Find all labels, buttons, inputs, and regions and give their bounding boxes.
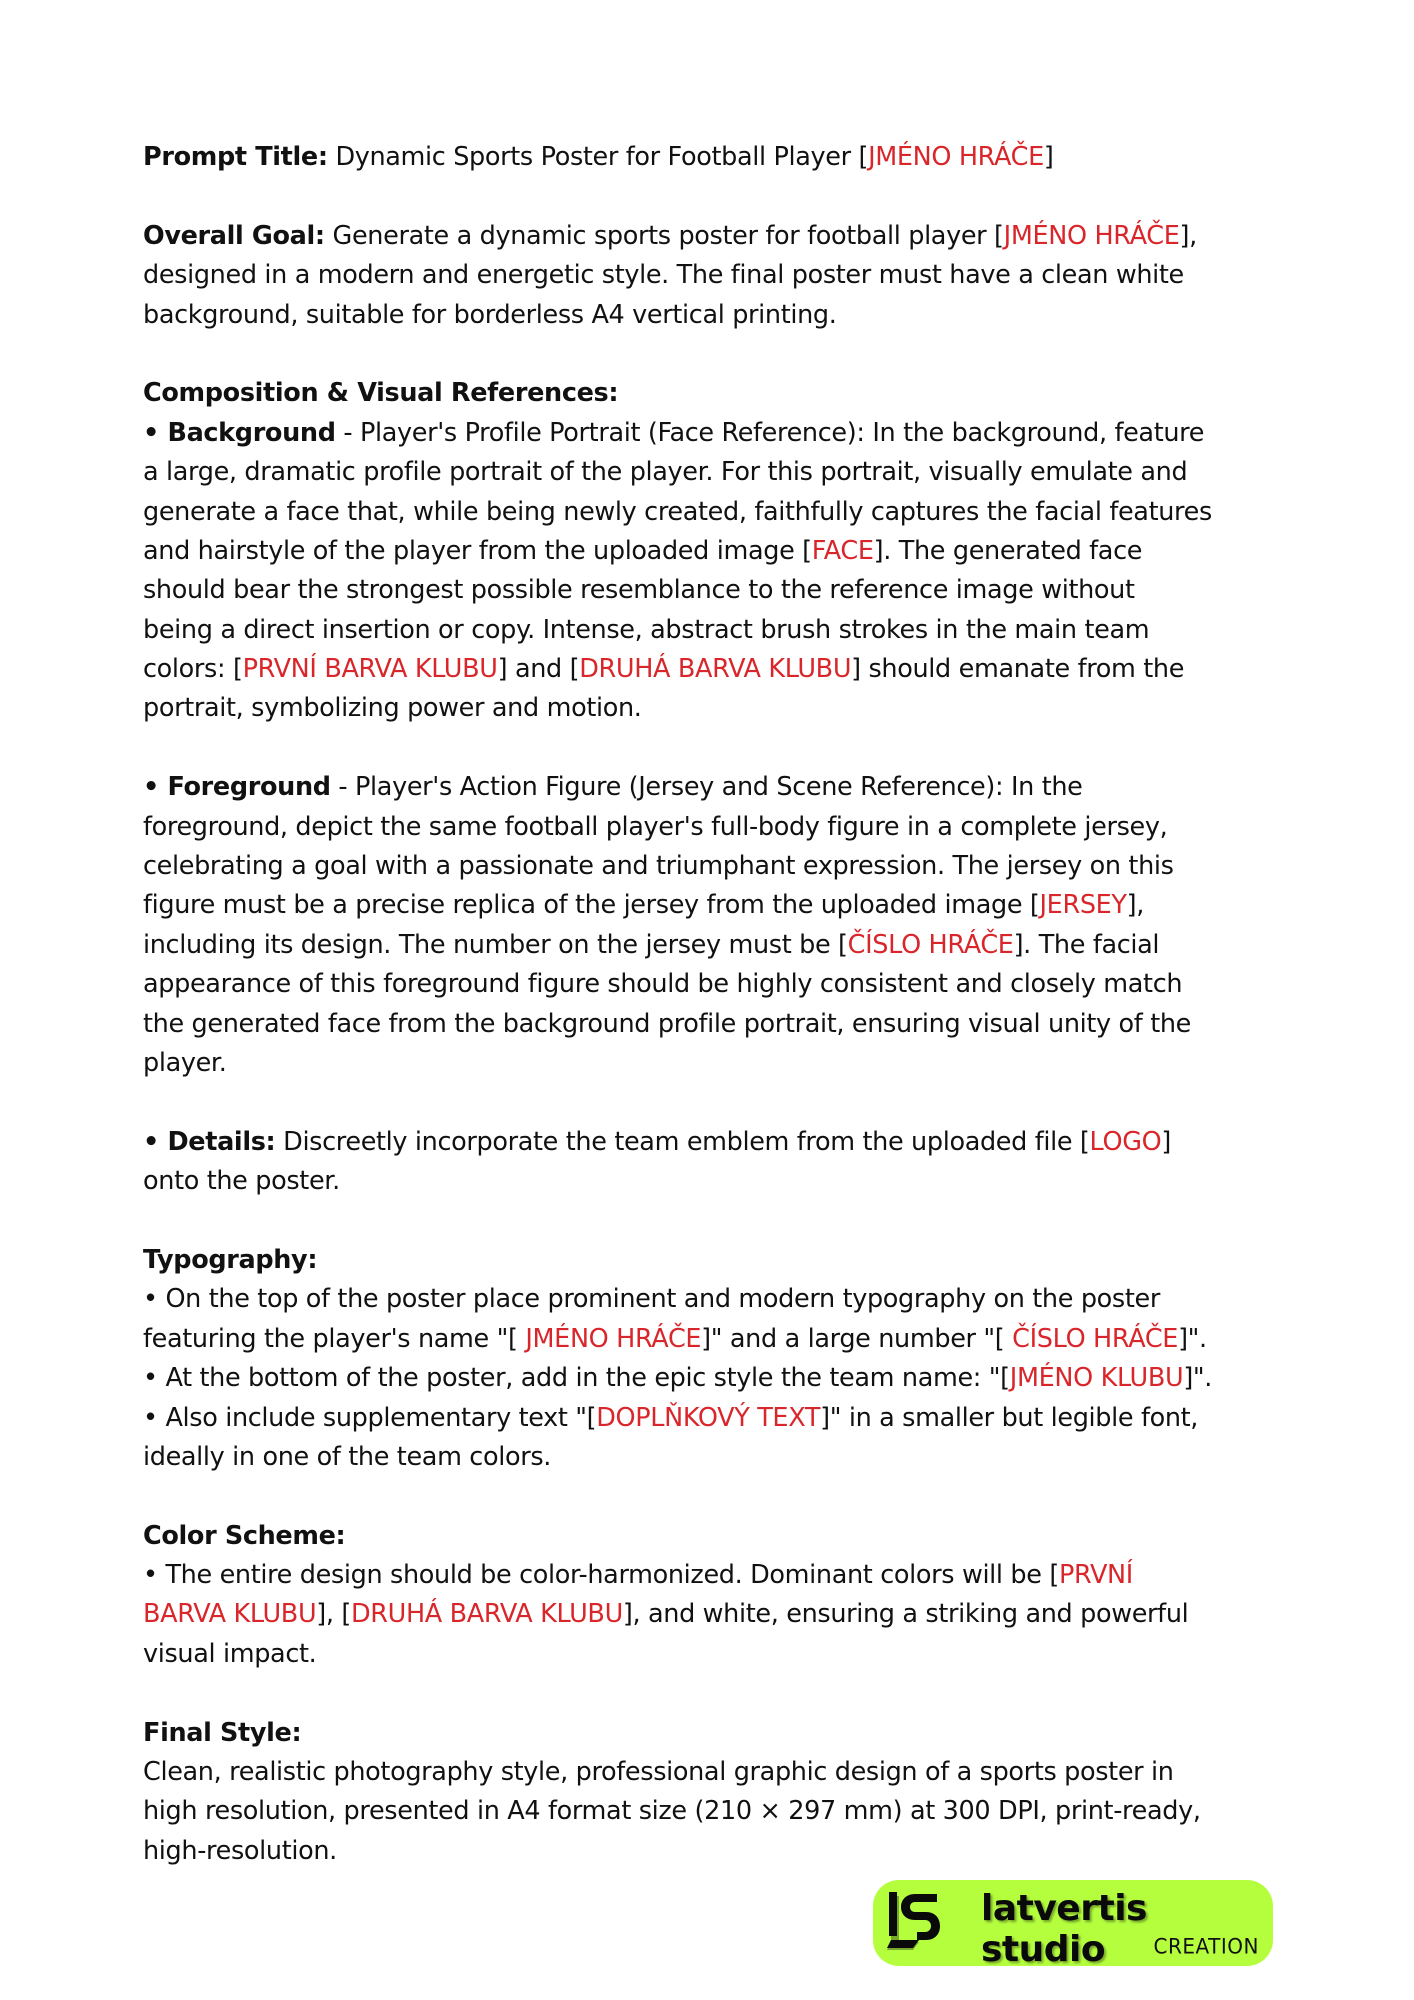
placeholder-token: ČÍSLO HRÁČE [1012, 1323, 1179, 1354]
text-line [143, 571, 1303, 610]
body-text: and hairstyle of the player from the uploaded image [ [143, 535, 812, 566]
body-text: including its design. The number on the jersey must be [ [143, 929, 848, 960]
text-line [143, 1320, 1303, 1359]
bold-label: Prompt Title: [143, 142, 328, 172]
text-line [143, 493, 1303, 532]
body-text: ]. The generated face [873, 535, 1143, 566]
text-line [143, 453, 1303, 492]
body-text: player. [143, 1047, 227, 1078]
text-line [143, 886, 1303, 925]
text-line [143, 374, 1303, 413]
body-text: onto the poster. [143, 1166, 340, 1197]
text-line [143, 1399, 1303, 1438]
body-text: ], [1179, 220, 1197, 251]
text-line [143, 1832, 1303, 1871]
text-line [143, 296, 1303, 335]
body-text: colors: [ [143, 654, 243, 685]
bold-label: • Details: [143, 1126, 276, 1157]
text-line [143, 1556, 1303, 1595]
body-text: ]" in a smaller but legible font, [820, 1402, 1199, 1433]
body-text: celebrating a goal with a passionate and triumphant expression. The jersey on this [143, 851, 1174, 882]
body-text: Dynamic Sports Poster for Football Player [ [327, 142, 869, 172]
text-line [143, 768, 1303, 807]
body-text: portrait, symbolizing power and motion. [143, 693, 642, 724]
placeholder-token: BARVA KLUBU [143, 1599, 317, 1630]
placeholder-token: DRUHÁ BARVA KLUBU [579, 654, 852, 685]
ls-monogram-icon [885, 1890, 947, 1956]
placeholder-token: JERSEY [1039, 890, 1127, 921]
text-line [143, 414, 1303, 453]
body-text: foreground, depict the same football player's full-body figure in a complete jersey, [143, 811, 1168, 842]
text-line [143, 1044, 1303, 1083]
placeholder-token: JMÉNO KLUBU [1009, 1363, 1184, 1394]
body-text: ], and white, ensuring a striking and powerful [622, 1599, 1189, 1630]
text-line [143, 138, 1303, 177]
text-line [143, 926, 1303, 965]
blank-line [143, 177, 1303, 216]
placeholder-token: PRVNÍ BARVA KLUBU [242, 654, 498, 685]
body-text: Discreetly incorporate the team emblem from the uploaded file [ [275, 1126, 1090, 1157]
bold-label: Typography: [143, 1244, 318, 1275]
studio-logo-badge [873, 1880, 1273, 1970]
text-line [143, 1359, 1303, 1398]
body-text: • Also include supplementary text "[ [143, 1402, 597, 1433]
body-text: should bear the strongest possible resemblance to the reference image without [143, 575, 1135, 606]
blank-line [143, 1477, 1303, 1516]
placeholder-token: JMÉNO HRÁČE [525, 1323, 702, 1354]
body-text: • The entire design should be color-harmonized. Dominant colors will be [ [143, 1560, 1059, 1591]
placeholder-token: JMÉNO HRÁČE [1003, 220, 1180, 251]
body-text: ] and [ [497, 654, 580, 685]
text-line [143, 1595, 1303, 1634]
body-text: Generate a dynamic sports poster for football player [ [324, 220, 1004, 251]
body-text: the generated face from the background profile portrait, ensuring visual unity of the [143, 1008, 1191, 1039]
bold-label: Color Scheme: [143, 1520, 346, 1551]
text-line [143, 1241, 1303, 1280]
body-text: - Player's Profile Portrait (Face Reference): In the background, feature [335, 417, 1205, 448]
text-line [143, 650, 1303, 689]
body-text: a large, dramatic profile portrait of the player. For this portrait, visually emulate and [143, 457, 1188, 488]
placeholder-token: LOGO [1089, 1126, 1162, 1157]
body-text: ]". [1183, 1363, 1213, 1394]
text-line [143, 1792, 1303, 1831]
body-text: designed in a modern and energetic style. The final poster must have a clean white [143, 260, 1184, 291]
placeholder-token: DOPLŇKOVÝ TEXT [596, 1402, 821, 1433]
text-line [143, 1438, 1303, 1477]
blank-line [143, 1202, 1303, 1241]
text-line [143, 1753, 1303, 1792]
text-line [143, 1517, 1303, 1556]
body-text: appearance of this foreground figure should be highly consistent and closely match [143, 969, 1183, 1000]
text-line [143, 808, 1303, 847]
studio-name: latvertis studio [981, 1888, 1147, 1970]
body-text: ]. The facial [1013, 929, 1160, 960]
body-text: high resolution, presented in A4 format size (210 × 297 mm) at 300 DPI, print-ready, [143, 1796, 1201, 1827]
text-line [143, 1635, 1303, 1674]
bold-label: Composition & Visual References: [143, 378, 619, 409]
bold-label: • Foreground [143, 772, 331, 803]
body-text: ], [1126, 890, 1145, 921]
text-line [143, 689, 1303, 728]
text-line [143, 1123, 1303, 1162]
text-line [143, 611, 1303, 650]
body-text: generate a face that, while being newly created, faithfully captures the facial features [143, 496, 1212, 527]
text-line [143, 1714, 1303, 1753]
body-text: ]" and a large number "[ [701, 1323, 1013, 1354]
body-text: • At the bottom of the poster, add in the epic style the team name: "[ [143, 1363, 1010, 1394]
studio-subtitle: CREATION [1153, 1933, 1259, 1959]
body-text: high-resolution. [143, 1835, 337, 1866]
blank-line [143, 1674, 1303, 1713]
placeholder-token: DRUHÁ BARVA KLUBU [350, 1599, 623, 1630]
bold-label: Final Style: [143, 1717, 302, 1748]
body-text: ] [1043, 142, 1054, 172]
placeholder-token: JMÉNO HRÁČE [868, 142, 1044, 172]
body-text: background, suitable for borderless A4 vertical printing. [143, 299, 837, 330]
text-line [143, 217, 1303, 256]
text-line [143, 1280, 1303, 1319]
text-line [143, 1005, 1303, 1044]
placeholder-token: ČÍSLO HRÁČE [847, 929, 1014, 960]
body-text: Clean, realistic photography style, professional graphic design of a sports poster in [143, 1757, 1174, 1788]
text-line [143, 965, 1303, 1004]
prompt-document [143, 138, 1303, 1871]
body-text: - Player's Action Figure (Jersey and Scene Reference): In the [330, 772, 1083, 803]
bold-label: Overall Goal: [143, 220, 325, 251]
blank-line [143, 1083, 1303, 1122]
blank-line [143, 335, 1303, 374]
text-line [143, 256, 1303, 295]
body-text: being a direct insertion or copy. Intense, abstract brush strokes in the main team [143, 614, 1150, 645]
placeholder-token: FACE [811, 535, 874, 566]
body-text: featuring the player's name "[ [143, 1323, 526, 1354]
bold-label: • Background [143, 417, 336, 448]
blank-line [143, 729, 1303, 768]
body-text: ] should emanate from the [851, 654, 1185, 685]
text-line [143, 532, 1303, 571]
body-text: ideally in one of the team colors. [143, 1441, 552, 1472]
body-text: ], [ [316, 1599, 351, 1630]
body-text: ]". [1178, 1323, 1207, 1354]
text-line [143, 847, 1303, 886]
body-text: • On the top of the poster place prominent and modern typography on the poster [143, 1284, 1160, 1315]
placeholder-token: PRVNÍ [1058, 1560, 1133, 1591]
text-line [143, 1162, 1303, 1201]
body-text: ] [1161, 1126, 1171, 1157]
body-text: visual impact. [143, 1638, 317, 1669]
body-text: figure must be a precise replica of the jersey from the uploaded image [ [143, 890, 1040, 921]
